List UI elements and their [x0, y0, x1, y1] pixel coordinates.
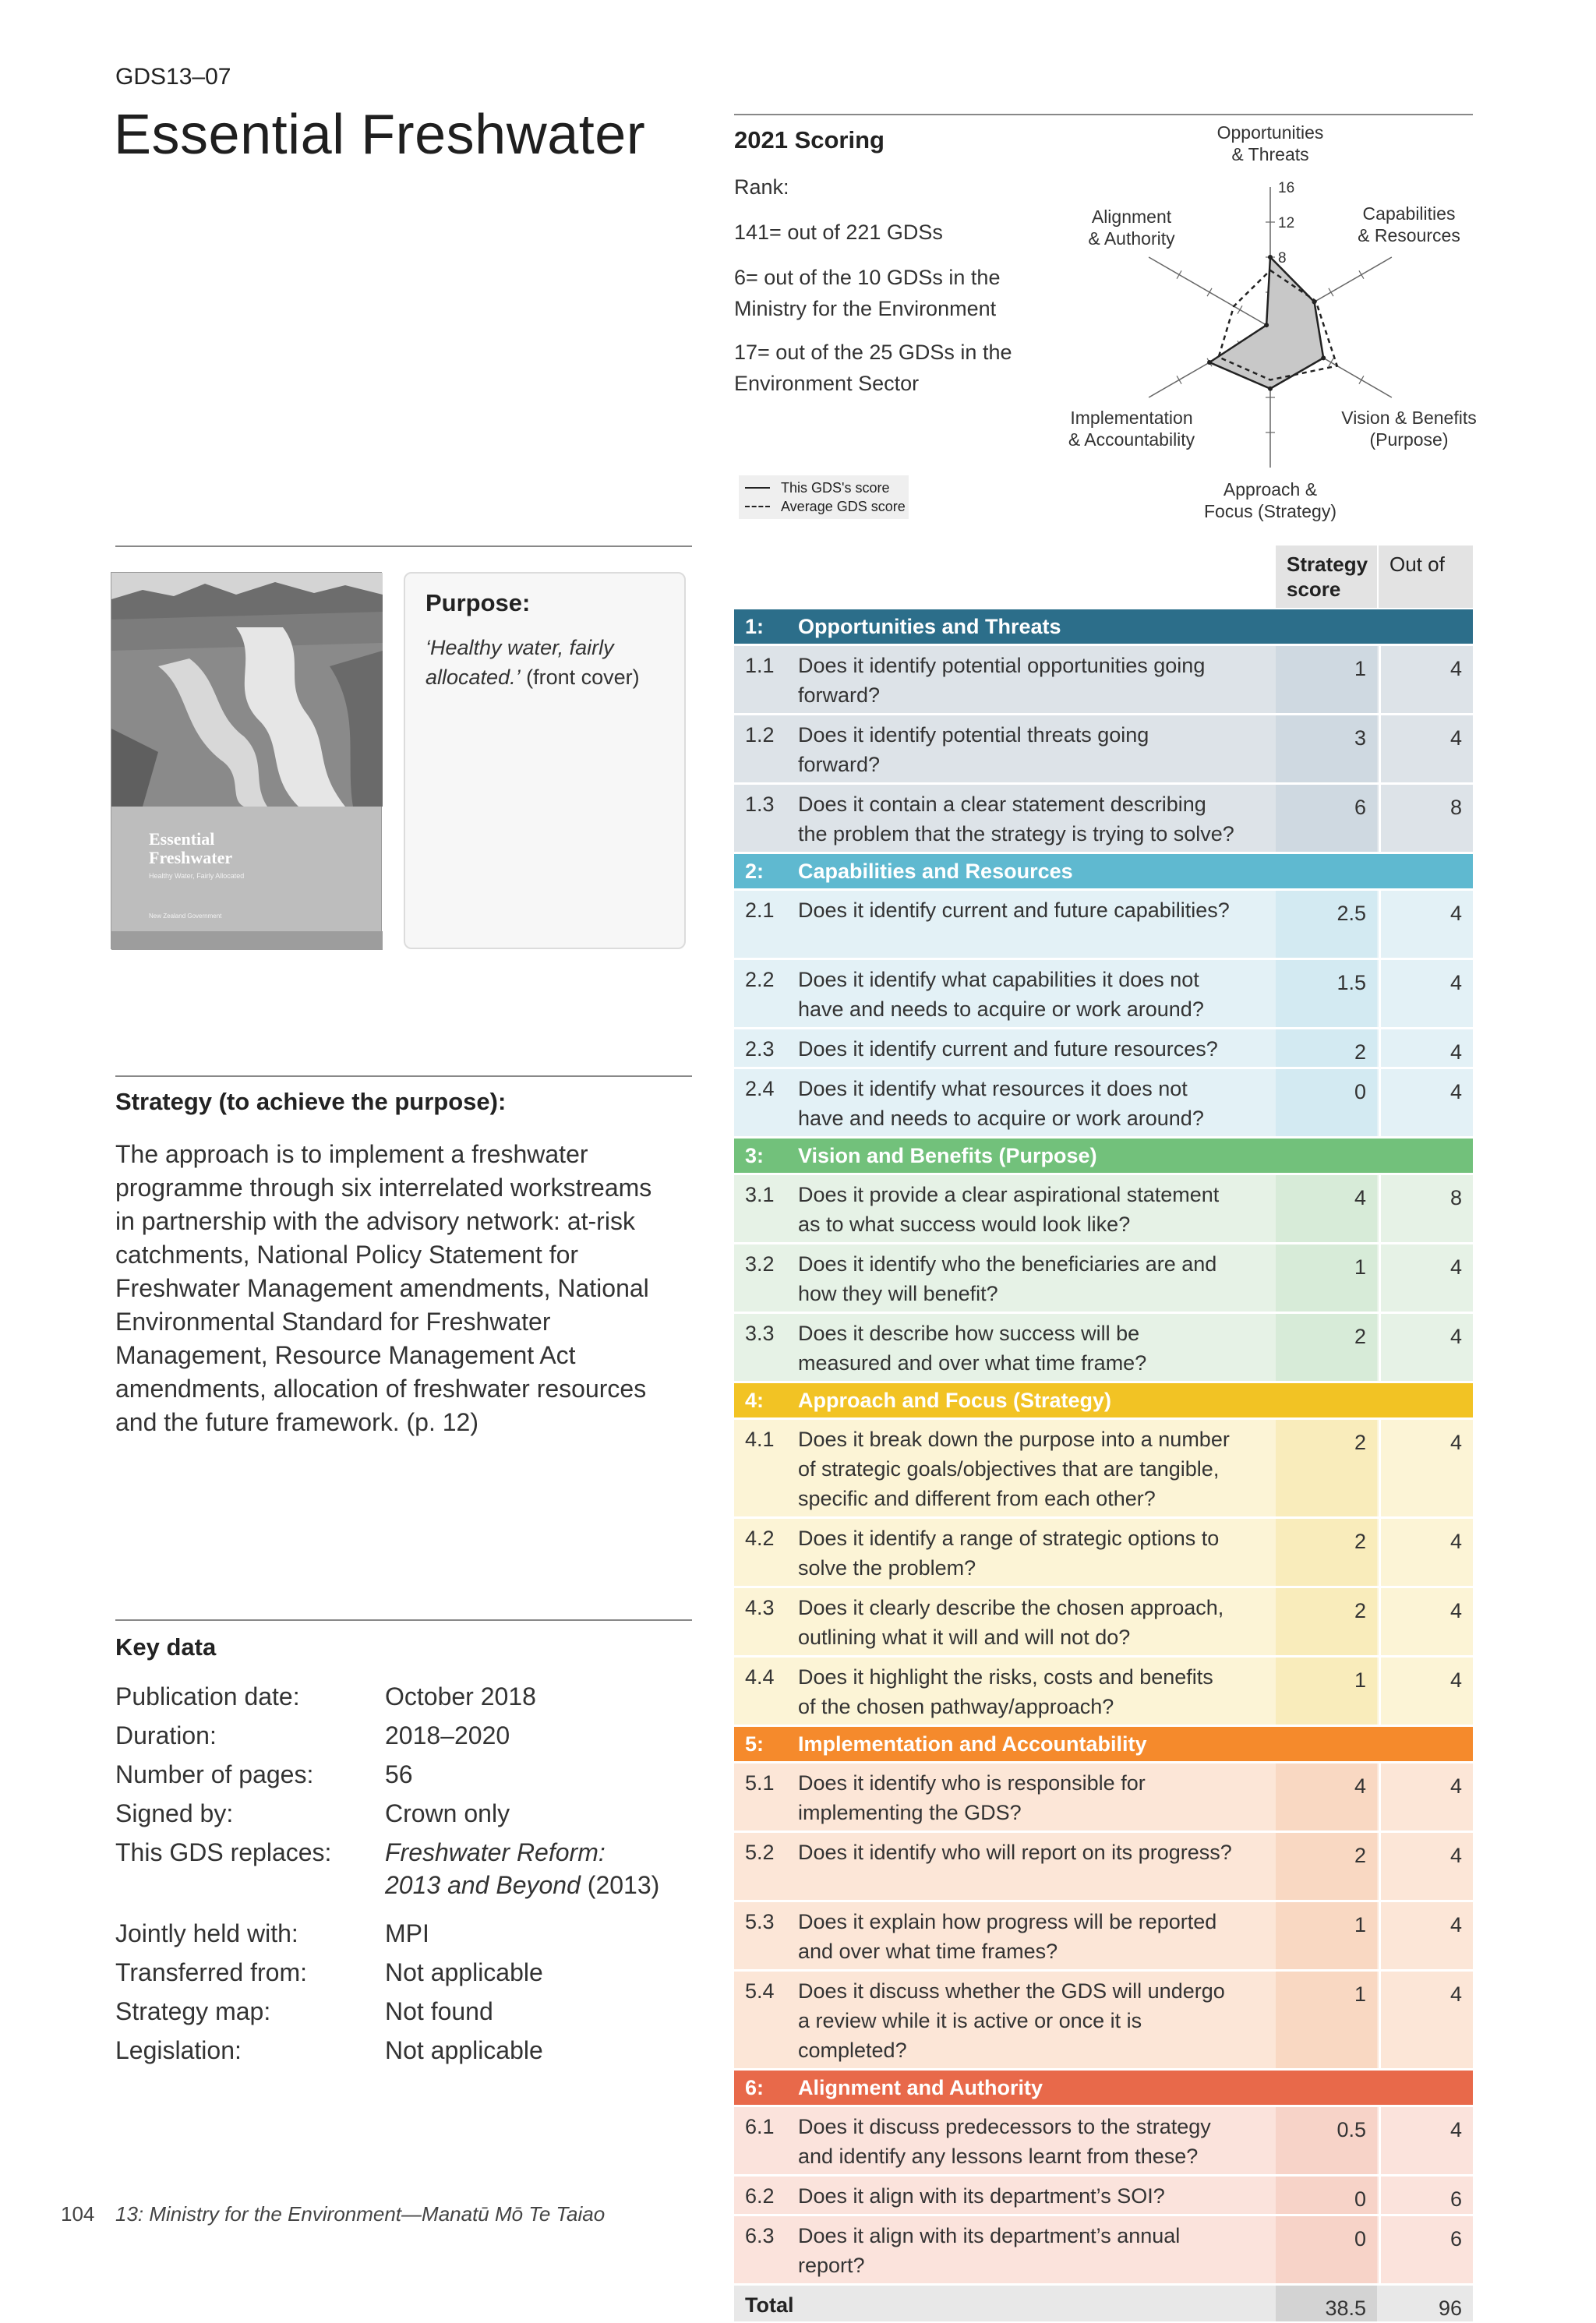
- row-number: 1.1: [745, 654, 775, 677]
- score-value: 0: [1354, 2227, 1366, 2251]
- section-label: Capabilities and Resources: [798, 860, 1073, 883]
- outof-value: 4: [1449, 1774, 1462, 1798]
- row-number: 5.3: [745, 1910, 775, 1933]
- outof-value: 8: [1449, 796, 1462, 819]
- keydata-label: Legislation:: [115, 2036, 242, 2064]
- score-value: 1: [1354, 1982, 1366, 2006]
- outof-value: 4: [1449, 1844, 1462, 1867]
- question-text: Does it identify who is responsible for implementing the GDS?: [798, 1771, 1146, 1824]
- keydata-label: Publication date:: [115, 1682, 300, 1710]
- section-number: 4:: [745, 1389, 764, 1412]
- keydata-label: Duration:: [115, 1721, 217, 1749]
- radar-tick: [1177, 270, 1181, 278]
- radar-axis-label: Implementation: [1070, 408, 1193, 428]
- legend-dashed-line: [745, 506, 770, 507]
- radar-axis-label: & Authority: [1088, 228, 1175, 249]
- question-text: Does it align with its department’s SOI?: [798, 2184, 1165, 2208]
- outof-value: 4: [1449, 1913, 1462, 1936]
- outof-value: 4: [1449, 1599, 1462, 1622]
- radar-tick: [1359, 376, 1364, 383]
- radar-gds-point: [1312, 299, 1317, 304]
- section-label: Alignment and Authority: [798, 2076, 1043, 2099]
- score-value: 1: [1354, 657, 1366, 680]
- radar-axis-label: Approach &: [1223, 479, 1318, 500]
- keydata-value: Not applicable: [385, 1958, 543, 1986]
- question-text: Does it discuss whether the GDS will undergo a review while it is active or once it is completed?: [798, 1979, 1225, 2062]
- outof-value: 4: [1449, 1431, 1462, 1454]
- rank-ministry: 6= out of the 10 GDSs in the Ministry for the Environment: [734, 266, 1001, 320]
- total-row: [734, 2286, 1473, 2321]
- replaces-title-line1: Freshwater Reform:: [385, 1838, 606, 1866]
- radar-tick: [1207, 288, 1212, 296]
- radar-tick-label: 12: [1278, 215, 1295, 231]
- score-value: 2: [1354, 1040, 1366, 1064]
- table-row: [734, 1588, 1473, 1655]
- question-text: Does it break down the purpose into a number of strategic goals/objectives that are tangible, specific and different from each other?: [798, 1428, 1230, 1510]
- radar-axis-label: (Purpose): [1369, 429, 1449, 450]
- outof-value: 4: [1449, 1325, 1462, 1348]
- replaces-title-line2: 2013 and Beyond: [385, 1871, 581, 1899]
- keydata-label: Jointly held with:: [115, 1919, 298, 1947]
- score-value: 1: [1354, 1913, 1366, 1936]
- row-number: 4.3: [745, 1596, 775, 1619]
- footer-text: 13: Ministry for the Environment—Manatū Mō Te Taiao: [115, 2202, 606, 2226]
- row-number: 2.2: [745, 968, 775, 991]
- score-value: 1: [1354, 1255, 1366, 1279]
- strategy-text: The approach is to implement a freshwater programme through six interrelated workstreams in partnership with the advisory network: at-risk catchments, National Policy Statement for Freshwater Management amendments, National Environmental Standard for Freshwater Management, Resource Management Act amendments, allocation of freshwater resources and the future framework. (p. 12): [115, 1140, 652, 1436]
- outof-value: 4: [1449, 1668, 1462, 1692]
- keydata-value: Crown only: [385, 1799, 510, 1827]
- score-value: 1: [1354, 1668, 1366, 1692]
- row-number: 6.2: [745, 2184, 775, 2208]
- page-number: 104: [61, 2202, 95, 2226]
- section-label: Vision and Benefits (Purpose): [798, 1144, 1097, 1167]
- radar-tick-label: 16: [1278, 180, 1295, 196]
- radar-gds-point: [1264, 323, 1269, 327]
- strategy-heading: Strategy (to achieve the purpose):: [115, 1088, 507, 1115]
- row-number: 3.1: [745, 1183, 775, 1206]
- table-row: [734, 1029, 1473, 1067]
- question-text: Does it identify what resources it does not have and needs to acquire or work around?: [798, 1077, 1204, 1130]
- keydata-value: MPI: [385, 1919, 429, 1947]
- cover-title: [149, 830, 232, 867]
- table-row: [734, 646, 1473, 713]
- legend-solid-line: [745, 487, 770, 489]
- score-value: 2: [1354, 1530, 1366, 1553]
- score-value: 4: [1354, 1186, 1366, 1209]
- legend-avg-label: Average GDS score: [781, 498, 906, 514]
- radar-tick: [1329, 358, 1333, 366]
- strategy-divider: [115, 1075, 692, 1077]
- purpose-quote: ‘Healthy water, fairly allocated.’: [425, 636, 614, 689]
- outof-value: 4: [1449, 1982, 1462, 2006]
- section-label: Implementation and Accountability: [798, 1732, 1147, 1756]
- score-value: 6: [1354, 796, 1366, 819]
- radar-tick: [1177, 376, 1181, 383]
- row-number: 1.3: [745, 793, 775, 816]
- total-label: Total: [745, 2293, 794, 2317]
- question-text: Does it discuss predecessors to the strategy and identify any lessons learnt from these?: [798, 2115, 1211, 2168]
- score-value: 2: [1354, 1599, 1366, 1622]
- outof-value: 4: [1449, 902, 1462, 925]
- keydata-label: Signed by:: [115, 1799, 234, 1827]
- row-number: 3.3: [745, 1322, 775, 1345]
- row-number: 5.2: [745, 1841, 775, 1864]
- outof-value: 6: [1449, 2187, 1462, 2211]
- outof-value: 4: [1449, 1530, 1462, 1553]
- table-row: [734, 1069, 1473, 1136]
- outof-value: 4: [1449, 1255, 1462, 1279]
- keydata-value: October 2018: [385, 1682, 536, 1710]
- col-head-outof: Out of: [1379, 545, 1473, 608]
- radar-axis-label: Focus (Strategy): [1204, 501, 1336, 521]
- question-text: Does it clearly describe the chosen approach, outlining what it will and will not do?: [798, 1596, 1224, 1649]
- question-text: Does it contain a clear statement describing the problem that the strategy is trying to solve?: [798, 793, 1234, 846]
- keydata-divider: [115, 1619, 692, 1621]
- legend-gds-label: This GDS's score: [781, 479, 890, 496]
- row-number: 5.4: [745, 1979, 775, 2003]
- radar-axis-label: Alignment: [1091, 207, 1172, 227]
- table-row: [734, 2107, 1473, 2174]
- replaces-year: (2013): [580, 1871, 660, 1899]
- table-row: [734, 1420, 1473, 1516]
- radar-gds-point: [1268, 387, 1273, 391]
- purpose-box: [404, 572, 686, 949]
- section-label: Approach and Focus (Strategy): [798, 1389, 1112, 1412]
- section-number: 1:: [745, 615, 764, 638]
- purpose-source: (front cover): [526, 665, 640, 689]
- score-value: 2: [1354, 1325, 1366, 1348]
- rank-overall: 141= out of 221 GDSs: [734, 221, 943, 244]
- question-text: Does it align with its department’s annual report?: [798, 2224, 1181, 2277]
- outof-value: 8: [1449, 1186, 1462, 1209]
- question-text: Does it identify who the beneficiaries are and how they will benefit?: [798, 1252, 1217, 1305]
- score-value: 2: [1354, 1844, 1366, 1867]
- table-row: [734, 1833, 1473, 1900]
- keydata-label: Transferred from:: [115, 1958, 307, 1986]
- row-number: 6.1: [745, 2115, 775, 2138]
- row-number: 1.2: [745, 723, 775, 747]
- page-title: Essential Freshwater: [114, 104, 646, 166]
- question-text: Does it identify current and future resources?: [798, 1037, 1218, 1061]
- score-value: 2.5: [1336, 902, 1366, 925]
- question-text: Does it identify who will report on its progress?: [798, 1841, 1232, 1864]
- section-header: [734, 609, 1473, 644]
- radar-chart: [1060, 117, 1481, 530]
- cover-image: [111, 572, 382, 949]
- rank-label: Rank:: [734, 175, 789, 199]
- table-row: [734, 960, 1473, 1027]
- keydata-heading: Key data: [115, 1633, 217, 1661]
- legend-gds: [745, 478, 889, 497]
- section-label: Opportunities and Threats: [798, 615, 1061, 638]
- doc-code: GDS13–07: [115, 64, 231, 90]
- question-text: Does it provide a clear aspirational statement as to what success would look like?: [798, 1183, 1220, 1236]
- total-score: 38.5: [1325, 2297, 1366, 2320]
- table-row: [734, 1175, 1473, 1242]
- outof-value: 4: [1449, 1080, 1462, 1103]
- section-number: 6:: [745, 2076, 764, 2099]
- cover-title-line1: Essential: [149, 829, 215, 849]
- question-text: Does it identify potential threats going forward?: [798, 723, 1149, 776]
- cover-title-line2: Freshwater: [149, 848, 233, 867]
- section-number: 2:: [745, 860, 764, 883]
- table-row: [734, 2216, 1473, 2283]
- keydata-value: 56: [385, 1760, 413, 1788]
- legend-avg: [745, 497, 906, 516]
- row-number: 2.3: [745, 1037, 775, 1061]
- score-value: 1.5: [1336, 971, 1366, 994]
- table-row: [734, 1658, 1473, 1725]
- radar-tick: [1359, 270, 1364, 278]
- row-number: 6.3: [745, 2224, 775, 2247]
- keydata-label: Number of pages:: [115, 1760, 314, 1788]
- question-text: Does it identify a range of strategic options to solve the problem?: [798, 1527, 1220, 1580]
- cover-photo: [111, 573, 383, 807]
- table-row: [734, 891, 1473, 958]
- radar-axis-label: Capabilities: [1362, 203, 1456, 224]
- scoring-heading: 2021 Scoring: [734, 126, 885, 154]
- section-header: [734, 1383, 1473, 1417]
- col-head-score: Strategy score: [1276, 545, 1377, 608]
- score-value: 3: [1354, 726, 1366, 750]
- row-number: 4.1: [745, 1428, 775, 1451]
- score-value: 2: [1354, 1431, 1366, 1454]
- table-row: [734, 1314, 1473, 1381]
- section-number: 5:: [745, 1732, 764, 1756]
- table-row: [734, 1519, 1473, 1586]
- score-value: 0.5: [1336, 2118, 1366, 2141]
- section-header: [734, 854, 1473, 888]
- question-text: Does it explain how progress will be reported and over what time frames?: [798, 1910, 1217, 1963]
- table-row: [734, 715, 1473, 782]
- row-number: 3.2: [745, 1252, 775, 1276]
- score-value: 0: [1354, 2187, 1366, 2211]
- keydata-value: Not applicable: [385, 2036, 543, 2064]
- outof-value: 4: [1449, 2118, 1462, 2141]
- total-outof: 96: [1438, 2297, 1462, 2320]
- radar-tick: [1238, 305, 1242, 313]
- radar-axis-label: & Resources: [1358, 225, 1460, 245]
- section-header: [734, 2071, 1473, 2105]
- scoring-divider: [734, 114, 1473, 115]
- keydata-value: Not found: [385, 1997, 493, 2025]
- row-number: 2.4: [745, 1077, 775, 1100]
- cover-subtitle: Healthy Water, Fairly Allocated: [149, 872, 245, 880]
- rank-sector: 17= out of the 25 GDSs in the Environment Sector: [734, 341, 1012, 395]
- question-text: Does it identify potential opportunities going forward?: [798, 654, 1206, 707]
- table-row: [734, 1244, 1473, 1312]
- score-value: 4: [1354, 1774, 1366, 1798]
- radar-tick-label: 8: [1278, 250, 1287, 267]
- section-header: [734, 1727, 1473, 1761]
- row-number: 4.2: [745, 1527, 775, 1550]
- keydata-value: 2018–2020: [385, 1721, 510, 1749]
- radar-legend: [739, 475, 909, 519]
- question-text: Does it identify current and future capabilities?: [798, 898, 1230, 922]
- row-number: 5.1: [745, 1771, 775, 1795]
- score-value: 0: [1354, 1080, 1366, 1103]
- radar-tick: [1329, 288, 1333, 296]
- outof-value: 4: [1449, 657, 1462, 680]
- keydata-label: This GDS replaces:: [115, 1838, 332, 1866]
- radar-gds-point: [1268, 255, 1273, 259]
- table-row: [734, 1763, 1473, 1831]
- purpose-text: [425, 633, 675, 692]
- radar-axis-label: Opportunities: [1216, 122, 1324, 143]
- outof-value: 6: [1449, 2227, 1462, 2251]
- row-number: 4.4: [745, 1665, 775, 1689]
- table-row: [734, 1972, 1473, 2068]
- question-text: Does it identify what capabilities it does not have and needs to acquire or work around?: [798, 968, 1204, 1021]
- radar-axis-label: Vision & Benefits: [1341, 408, 1477, 428]
- table-row: [734, 1902, 1473, 1969]
- purpose-divider: [115, 545, 692, 547]
- keydata-label: Strategy map:: [115, 1997, 271, 2025]
- radar-axis-label: & Accountability: [1068, 429, 1195, 450]
- outof-value: 4: [1449, 1040, 1462, 1064]
- keydata-value: [385, 1836, 712, 1901]
- table-row: [734, 2176, 1473, 2214]
- section-header: [734, 1139, 1473, 1173]
- question-text: Does it highlight the risks, costs and benefits of the chosen pathway/approach?: [798, 1665, 1213, 1718]
- table-row: [734, 785, 1473, 852]
- outof-value: 4: [1449, 726, 1462, 750]
- row-number: 2.1: [745, 898, 775, 922]
- cover-publisher: New Zealand Government: [149, 913, 222, 920]
- radar-gds-point: [1207, 360, 1212, 365]
- purpose-heading: Purpose:: [425, 589, 531, 616]
- radar-gds-point: [1321, 355, 1326, 360]
- section-number: 3:: [745, 1144, 764, 1167]
- outof-value: 4: [1449, 971, 1462, 994]
- question-text: Does it describe how success will be measured and over what time frame?: [798, 1322, 1147, 1375]
- cover-band: [111, 931, 383, 950]
- radar-axis-label: & Threats: [1231, 144, 1309, 164]
